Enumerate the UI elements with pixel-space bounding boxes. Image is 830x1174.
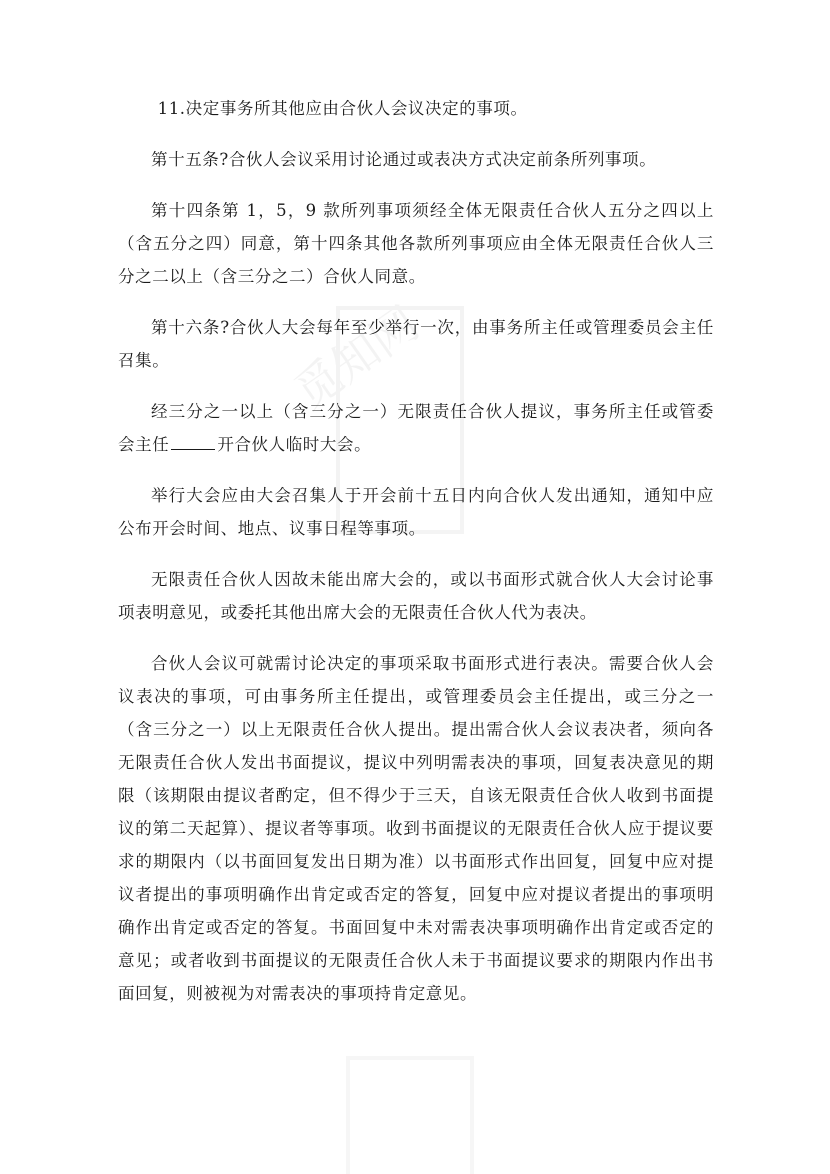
temporary-meeting-text-after: 开合伙人临时大会。 [217, 435, 372, 454]
paragraph-article-16: 第十六条?合伙人大会每年至少举行一次，由事务所主任或管理委员会主任召集。 [118, 318, 714, 370]
watermark-stamp-bottom [340, 1050, 480, 1174]
temporary-meeting-text-before: 经三分之一以上（含三分之一）无限责任合伙人提议，事务所主任或管委会主任 [118, 402, 714, 454]
fill-in-blank [171, 433, 215, 450]
paragraph-written-vote: 合伙人会议可就需讨论决定的事项采取书面形式进行表决。需要合伙人会议表决的事项，可由事务所主任提出，或管理委员会主任提出，或三分之一（含三分之一）以上无限责任合伙人提出。提出需合伙人会议表决者，须向各无限责任合伙人发出书面提议，提议中列明需表决的事项，回复表决意见的期限（该期限由提议者酌定，但不得少于三天，自该无限责任合伙人收到书面提议的第二天起算）、提议者等事项。收到书面提议的无限责任合伙人应于提议要求的期限内（以书面回复发出日期为准）以书面形式作出回复，回复中应对提议者提出的事项明确作出肯定或否定的答复，回复中应对提议者提出的事项明确作出肯定或否定的答复。书面回复中未对需表决事项明确作出肯定或否定的意见；或者收到书面提议的无限责任合伙人未于书面提议要求的期限内作出书面回复，则被视为对需表决的事项持肯定意见。 [118, 654, 714, 1003]
paragraph-article-15: 第十五条?合伙人会议采用讨论通过或表决方式决定前条所列事项。 [151, 150, 657, 169]
document-body [118, 92, 714, 1028]
watermark-text: 觅知网 [284, 296, 429, 420]
paragraph-temporary-meeting [118, 395, 714, 461]
paragraph-meeting-notice: 举行大会应由大会召集人于开会前十五日内向合伙人发出通知，通知中应公布开会时间、地点、议事日程等事项。 [118, 486, 714, 538]
paragraph-item-11: 11.决定事务所其他应由合伙人会议决定的事项。 [157, 99, 528, 118]
watermark-frame-bottom [348, 1058, 472, 1174]
paragraph-absent-partners: 无限责任合伙人因故未能出席大会的，或以书面形式就合伙人大会讨论事项表明意见，或委托其他出席大会的无限责任合伙人代为表决。 [118, 570, 714, 622]
paragraph-article-14-voting: 第十四条第 1，5，9 款所列事项须经全体无限责任合伙人五分之四以上（含五分之四）同意，第十四条其他各款所列事项应由全体无限责任合伙人三分之二以上（含三分之二）合伙人同意。 [118, 201, 714, 286]
